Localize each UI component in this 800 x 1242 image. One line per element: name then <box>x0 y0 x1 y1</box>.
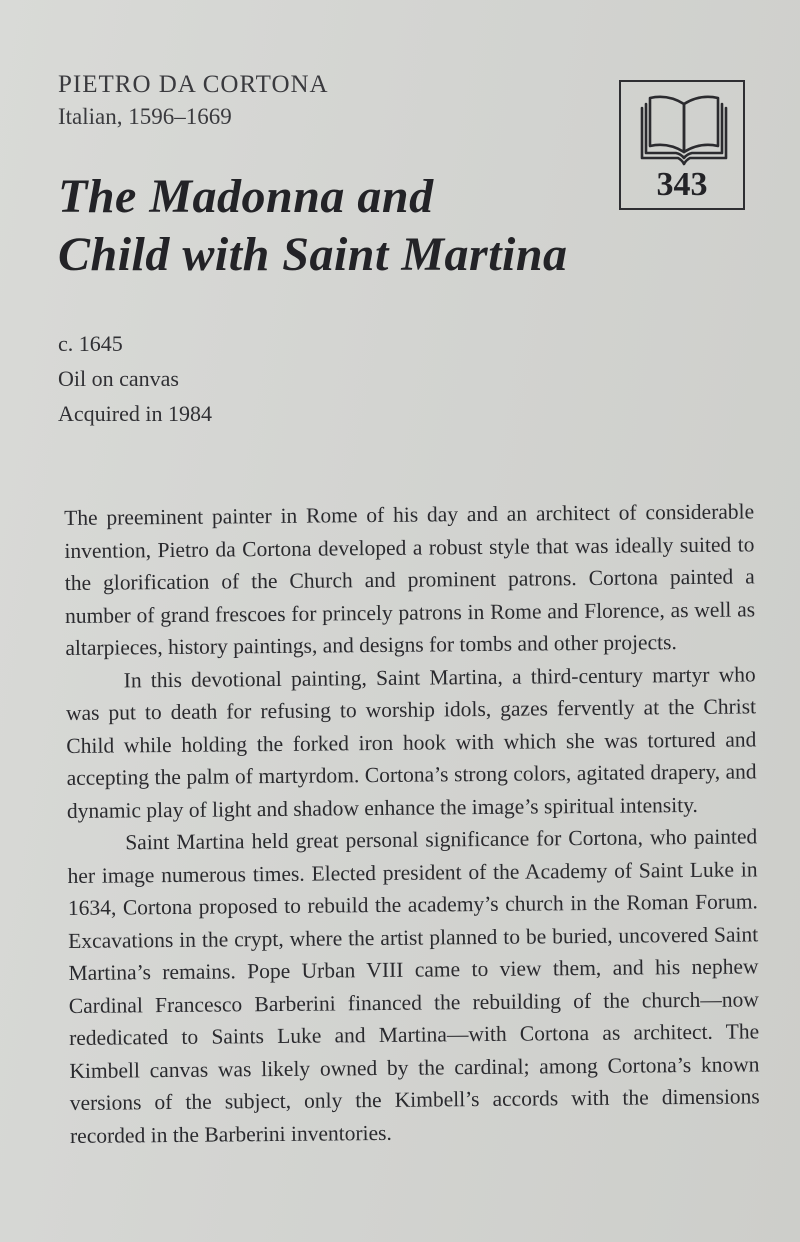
artwork-acquisition: Acquired in 1984 <box>58 401 212 426</box>
description-paragraph: The preeminent painter in Rome of his day and an architect of considerable invention, Pietro da Cortona developed a robust style that was ideally suited to the glorification of the Church and prominent patrons. Cortona painted a number of grand frescoes for princely patrons in Rome and Florence, as well as altarpieces, history paintings, and designs for tombs and other projects. <box>64 499 756 660</box>
artwork-title-line-1: The Madonna and <box>58 170 434 223</box>
artist-name: PIETRO DA CORTONA <box>58 71 329 98</box>
description-text <box>64 495 760 1152</box>
artwork-medium: Oil on canvas <box>58 366 179 391</box>
artwork-date: c. 1645 <box>58 331 123 356</box>
open-book-icon <box>638 90 730 166</box>
artwork-details <box>58 326 212 431</box>
page-number: 343 <box>656 166 708 203</box>
artwork-title <box>58 168 678 284</box>
artist-nationality-dates: Italian, 1596–1669 <box>58 104 232 129</box>
artwork-title-line-2: Child with Saint Martina <box>58 228 568 281</box>
description-paragraph: In this devotional painting, Saint Martina, a third-century martyr who was put to death for refusing to worship idols, gazes fervently at the Christ Child while holding the forked iron hook with which she was tortured and accepting the palm of martyrdom. Cortona’s strong colors, agitated drapery, and dynamic play of light and shadow enhance the image’s spiritual intensity. <box>65 661 757 823</box>
description-paragraph: Saint Martina held great personal significance for Cortona, who painted her image numerous times. Elected president of the Academy of Saint Luke in 1634, Cortona proposed to rebuild the academy’s church in the Roman Forum. Excavations in the crypt, where the artist planned to be buried, uncovered Saint Martina’s remains. Pope Urban VIII came to view them, and his nephew Cardinal Francesco Barberini financed the rebuilding of the church—now rededicated to Saints Luke and Martina—with Cortona as architect. The Kimbell canvas was likely owned by the cardinal; among Cortona’s known versions of the subject, only the Kimbell’s accords with the dimensions recorded in the Barberini inventories. <box>67 824 760 1148</box>
audio-guide-badge <box>619 80 745 210</box>
